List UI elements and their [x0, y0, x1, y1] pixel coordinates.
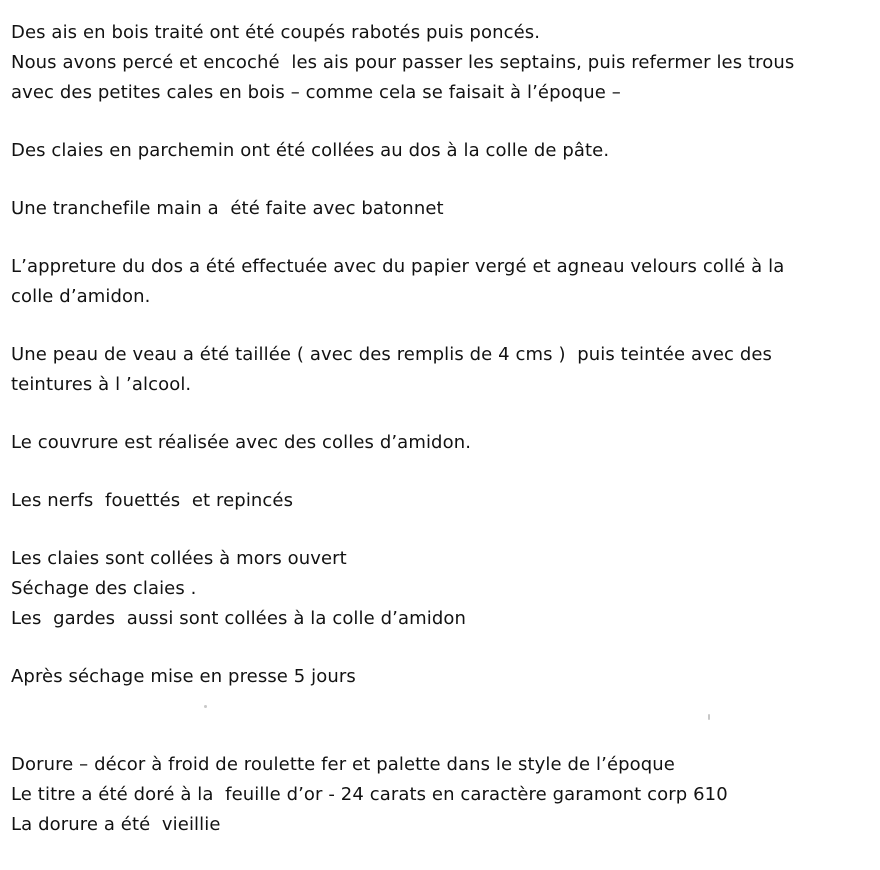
paragraph — [11, 428, 872, 458]
text-line: avec des petites cales en bois – comme cela se faisait à l’époque – — [11, 82, 621, 103]
text-line: Des claies en parchemin ont été collées au dos à la colle de pâte. — [11, 140, 610, 161]
paragraph — [11, 486, 872, 516]
text-line: teintures à l ’alcool. — [11, 374, 192, 395]
text-line: Le titre a été doré à la feuille d’or - 24 carats en caractère garamont corp 610 — [11, 784, 728, 805]
text-line: Une tranchefile main a été faite avec batonnet — [11, 198, 444, 219]
paragraph — [11, 544, 872, 634]
scan-speck — [708, 714, 710, 720]
document-body — [11, 18, 872, 868]
text-line: Après séchage mise en presse 5 jours — [11, 666, 356, 687]
text-line: Nous avons percé et encoché les ais pour passer les septains, puis refermer les trous — [11, 52, 795, 73]
paragraph — [11, 252, 872, 312]
text-line: La dorure a été vieillie — [11, 814, 221, 835]
paragraph — [11, 194, 872, 224]
scan-speck — [204, 705, 207, 708]
paragraph — [11, 136, 872, 166]
text-line: Les nerfs fouettés et repincés — [11, 490, 294, 511]
text-line: colle d’amidon. — [11, 286, 151, 307]
text-line: Des ais en bois traité ont été coupés rabotés puis poncés. — [11, 22, 541, 43]
paragraph — [11, 750, 872, 840]
text-line: Dorure – décor à froid de roulette fer et palette dans le style de l’époque — [11, 754, 675, 775]
text-line: Les claies sont collées à mors ouvert — [11, 548, 347, 569]
text-line: Une peau de veau a été taillée ( avec des remplis de 4 cms ) puis teintée avec des — [11, 344, 772, 365]
text-line: Séchage des claies . — [11, 578, 197, 599]
text-line: L’appreture du dos a été effectuée avec du papier vergé et agneau velours collé à la — [11, 256, 785, 277]
paragraph — [11, 340, 872, 400]
paragraph — [11, 18, 872, 108]
text-line: Les gardes aussi sont collées à la colle d’amidon — [11, 608, 466, 629]
text-line: Le couvrure est réalisée avec des colles d’amidon. — [11, 432, 472, 453]
paragraph — [11, 662, 872, 692]
